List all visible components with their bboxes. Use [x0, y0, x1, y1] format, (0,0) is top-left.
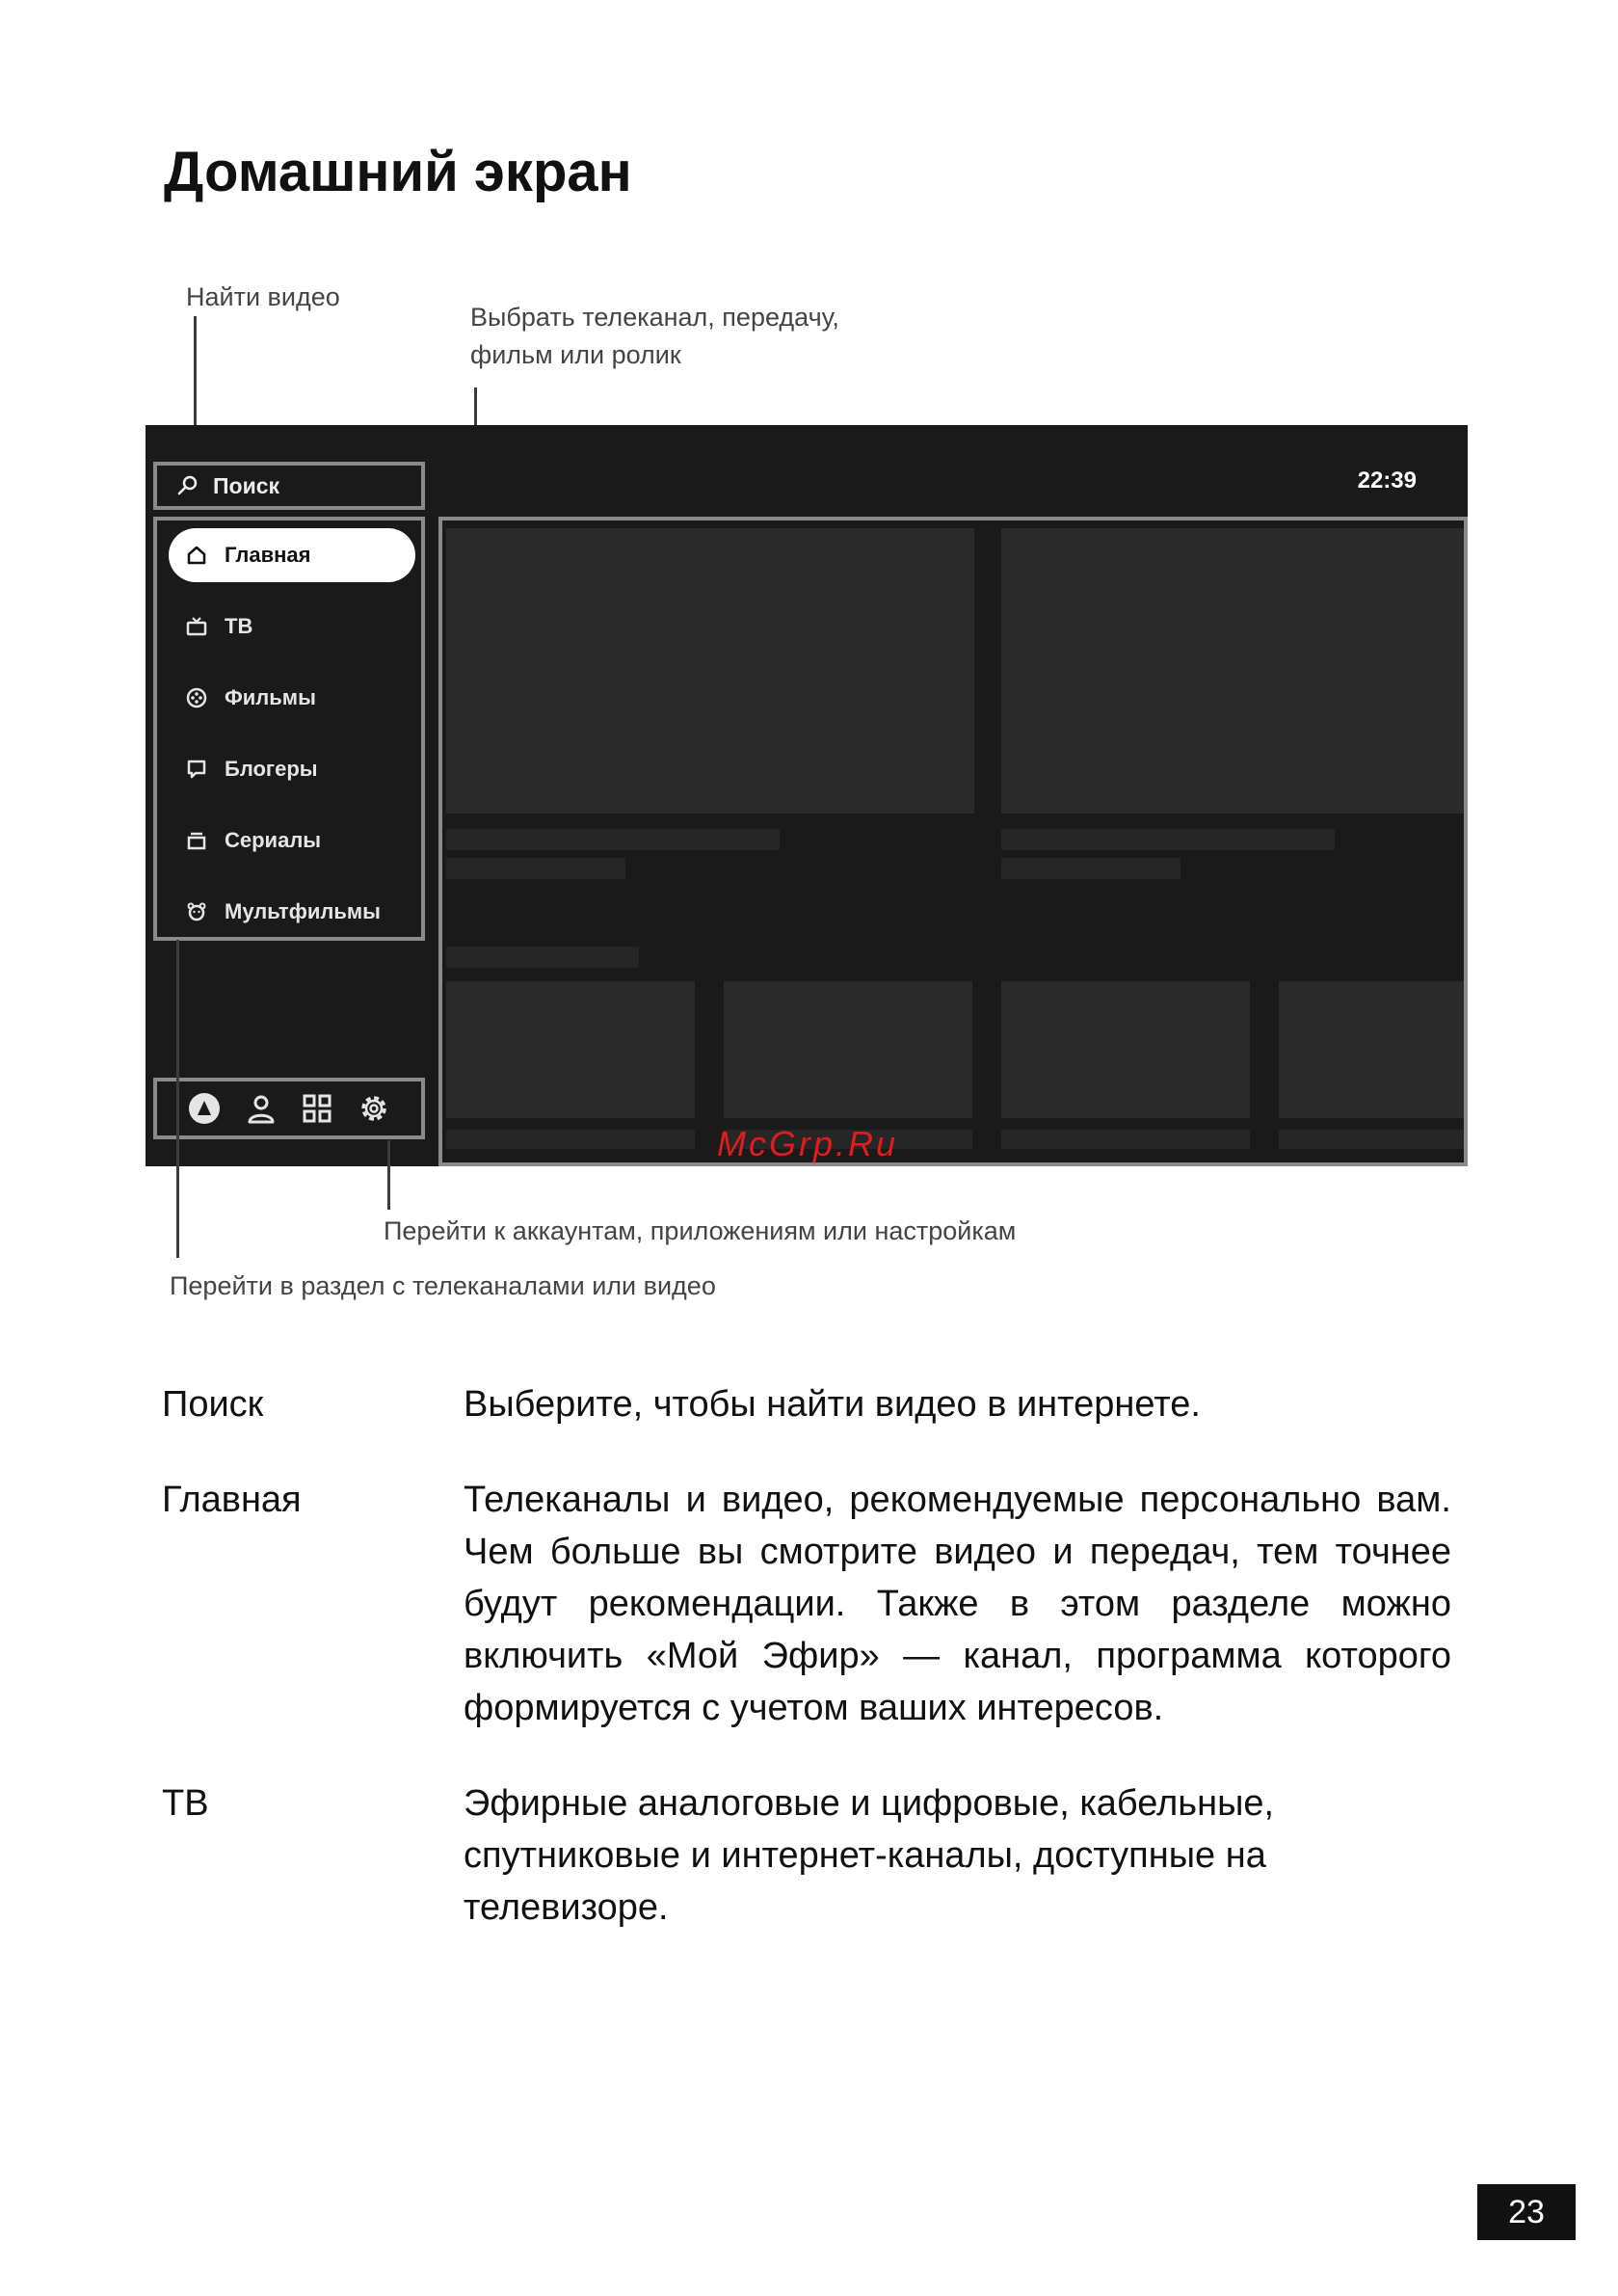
- watermark: McGrp.Ru: [717, 1124, 899, 1163]
- clock: 22:39: [1357, 467, 1417, 494]
- thumbnail-title-placeholder: [1279, 1130, 1468, 1149]
- card-title-placeholder: [446, 829, 780, 850]
- content-area[interactable]: [438, 517, 1468, 1166]
- callout-choose-line2: фильм или ролик: [470, 340, 681, 369]
- nav-item-tv[interactable]: [169, 600, 415, 654]
- series-stack-icon: [184, 828, 209, 853]
- desc-tv: Эфирные аналоговые и цифровые, кабельные, спутниковые и интернет-каналы, доступные на телевизоре.: [464, 1783, 1275, 1928]
- alice-icon[interactable]: [185, 1089, 224, 1128]
- search-icon: [176, 474, 199, 497]
- thumbnail-card[interactable]: [1001, 981, 1250, 1118]
- leader-accounts: [387, 1140, 390, 1210]
- apps-grid-icon[interactable]: [298, 1089, 336, 1128]
- thumbnail-card[interactable]: [724, 981, 972, 1118]
- page-number: 23: [1477, 2184, 1576, 2240]
- callout-section: Перейти в раздел с телеканалами или видео: [170, 1271, 716, 1300]
- desc-home: Телеканалы и видео, рекомендуемые персонально вам. Чем больше вы смотрите видео и передач, тем точнее будут рекомендации. Также в этом разделе можно включить «Мой Эфир» — канал, программа которого формируется с учетом ваших интересов.: [464, 1480, 1451, 1728]
- search-button[interactable]: [153, 462, 425, 510]
- bottom-toolbar: [153, 1078, 425, 1139]
- search-label: Поиск: [213, 472, 280, 498]
- tv-home-screen: [146, 425, 1468, 1166]
- nav-item-films[interactable]: [169, 671, 415, 725]
- leader-section: [176, 940, 179, 1258]
- card-title-placeholder: [1001, 829, 1335, 850]
- callout-accounts: Перейти к аккаунтам, приложениям или настройкам: [384, 1216, 1017, 1245]
- desc-search: Выберите, чтобы найти видео в интернете.: [464, 1384, 1201, 1425]
- nav-label: ТВ: [225, 614, 253, 638]
- chat-bubble-icon: [184, 757, 209, 782]
- settings-gear-icon[interactable]: [355, 1089, 393, 1128]
- term-search: Поиск: [162, 1384, 264, 1425]
- home-icon: [184, 543, 209, 568]
- card-subtitle-placeholder: [1001, 858, 1180, 879]
- cartoon-bear-icon: [184, 899, 209, 924]
- card-subtitle-placeholder: [446, 858, 625, 879]
- nav-item-bloggers[interactable]: [169, 742, 415, 796]
- thumbnail-card[interactable]: [446, 981, 695, 1118]
- thumbnail-card[interactable]: [1279, 981, 1468, 1118]
- nav-label: Главная: [225, 543, 311, 567]
- featured-card[interactable]: [1001, 528, 1468, 814]
- row-title-placeholder: [446, 947, 639, 968]
- thumbnail-title-placeholder: [446, 1130, 695, 1149]
- featured-card[interactable]: [446, 528, 974, 814]
- nav-label: Фильмы: [225, 685, 316, 709]
- tv-icon: [184, 614, 209, 639]
- nav-menu: [153, 517, 425, 941]
- nav-label: Блогеры: [225, 757, 318, 781]
- callout-choose-line1: Выбрать телеканал, передачу,: [470, 303, 839, 332]
- term-home: Главная: [162, 1480, 302, 1520]
- nav-label: Мультфильмы: [225, 899, 381, 923]
- term-tv: ТВ: [162, 1783, 209, 1824]
- nav-item-cartoons[interactable]: [169, 885, 415, 939]
- film-reel-icon: [184, 685, 209, 710]
- nav-item-home[interactable]: [169, 528, 415, 582]
- page-title: Домашний экран: [164, 141, 632, 203]
- account-icon[interactable]: [242, 1089, 280, 1128]
- callout-find-video: Найти видео: [186, 282, 340, 311]
- nav-item-series[interactable]: [169, 814, 415, 868]
- thumbnail-title-placeholder: [1001, 1130, 1250, 1149]
- nav-label: Сериалы: [225, 828, 322, 852]
